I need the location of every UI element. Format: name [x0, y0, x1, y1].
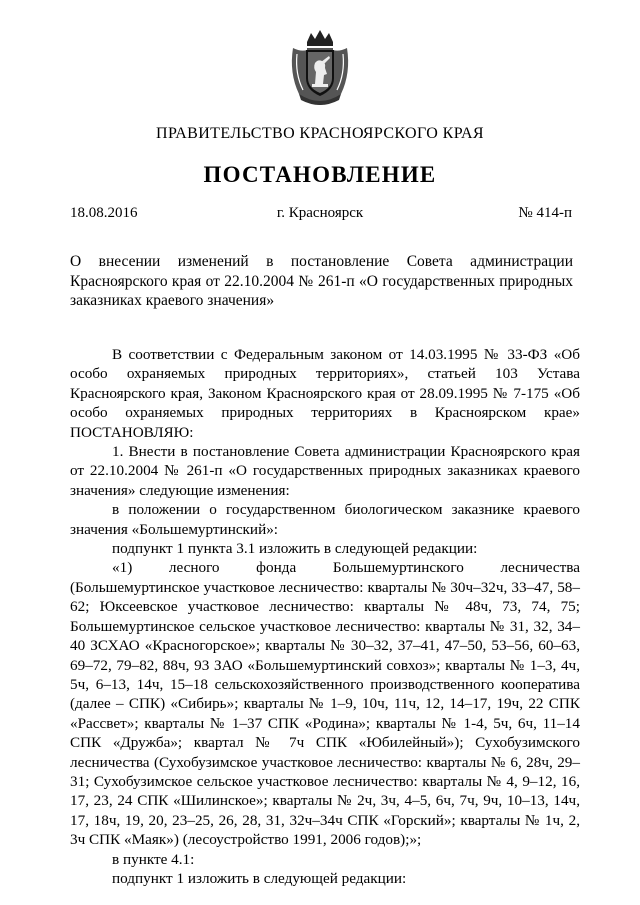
document-type-title: ПОСТАНОВЛЕНИЕ	[203, 162, 437, 187]
document-number: № 414-п	[518, 205, 572, 221]
body-paragraph: 1. Внести в постановление Совета администрации Красноярского края от 22.10.2004 № 261-п «О государственных природных заказниках краевого значения» следующие изменения:	[70, 443, 580, 499]
body-paragraph: в положении о государственном биологическом заказнике краевого значения «Большемуртинский»:	[70, 501, 580, 538]
document-date: 18.08.2016	[70, 205, 138, 221]
document-body	[70, 345, 580, 888]
body-paragraph: подпункт 1 пункта 3.1 изложить в следующей редакции:	[112, 540, 478, 558]
krasnoyarsk-coat-of-arms-icon	[285, 28, 355, 106]
body-paragraph: В соответствии с Федеральным законом от 14.03.1995 № 33-ФЗ «Об особо охраняемых природных территориях», статьей 103 Устава Красноярского края, Законом Красноярского края от 28.09.1995 № 7-175 «Об особо охраняемых природных территориях в Красноярском крае» ПОСТАНОВЛЯЮ:	[70, 346, 580, 441]
body-paragraph: в пункте 4.1:	[112, 850, 195, 868]
document-subject: О внесении изменений в постановление Совета администрации Красноярского края от 22.10.2004 № 261-п «О государственных природных заказниках краевого значения»	[70, 253, 573, 309]
body-paragraph: «1) лесного фонда Большемуртинского лесничества (Большемуртинское участковое лесничество: кварталы № 30ч–32ч, 33–47, 58–62; Юксеевское участковое лесничество: кварталы № 48ч, 73, 74, 75; Большемуртинское сельское участковое лесничество: кварталы № 31, 32, 34–40 ЗСХАО «Красногорское»; кварталы № 30–32, 37–41, 47–50, 53–56, 60–63, 69–72, 79–82, 88ч, 93 ЗАО «Большемуртинский совхоз»; кварталы № 1–3, 4ч, 5ч, 6–13, 14ч, 15–18 сельскохозяйственного производственного кооператива (далее – СПК) «Сибирь»; кварталы № 1–9, 10ч, 11ч, 12, 14–17, 19ч, 22 СПК «Рассвет»; кварталы № 1–37 СПК «Родина»; кварталы № 1-4, 5ч, 6ч, 11–14 СПК «Дружба»; квартал № 7ч СПК «Юбилейный»); Сухобузимского лесничества (Сухобузимское участковое лесничество: кварталы № 6, 28ч, 29–31; Сухобузимское сельское участковое лесничество: кварталы № 4, 9–12, 16, 17, 23, 24 СПК «Шилинское»; кварталы № 2ч, 3ч, 4–5, 6ч, 7ч, 9ч, 10–13, 14ч, 17, 18ч, 19, 20, 23–25, 26, 28, 31, 32ч–34ч СПК «Горский»; кварталы № 1ч, 2, 3ч СПК «Маяк») (лесоустройство 1991, 2006 годов);»;	[70, 559, 580, 849]
government-name: ПРАВИТЕЛЬСТВО КРАСНОЯРСКОГО КРАЯ	[156, 125, 484, 142]
document-city: г. Красноярск	[276, 205, 364, 221]
body-paragraph: подпункт 1 изложить в следующей редакции:	[112, 869, 407, 887]
